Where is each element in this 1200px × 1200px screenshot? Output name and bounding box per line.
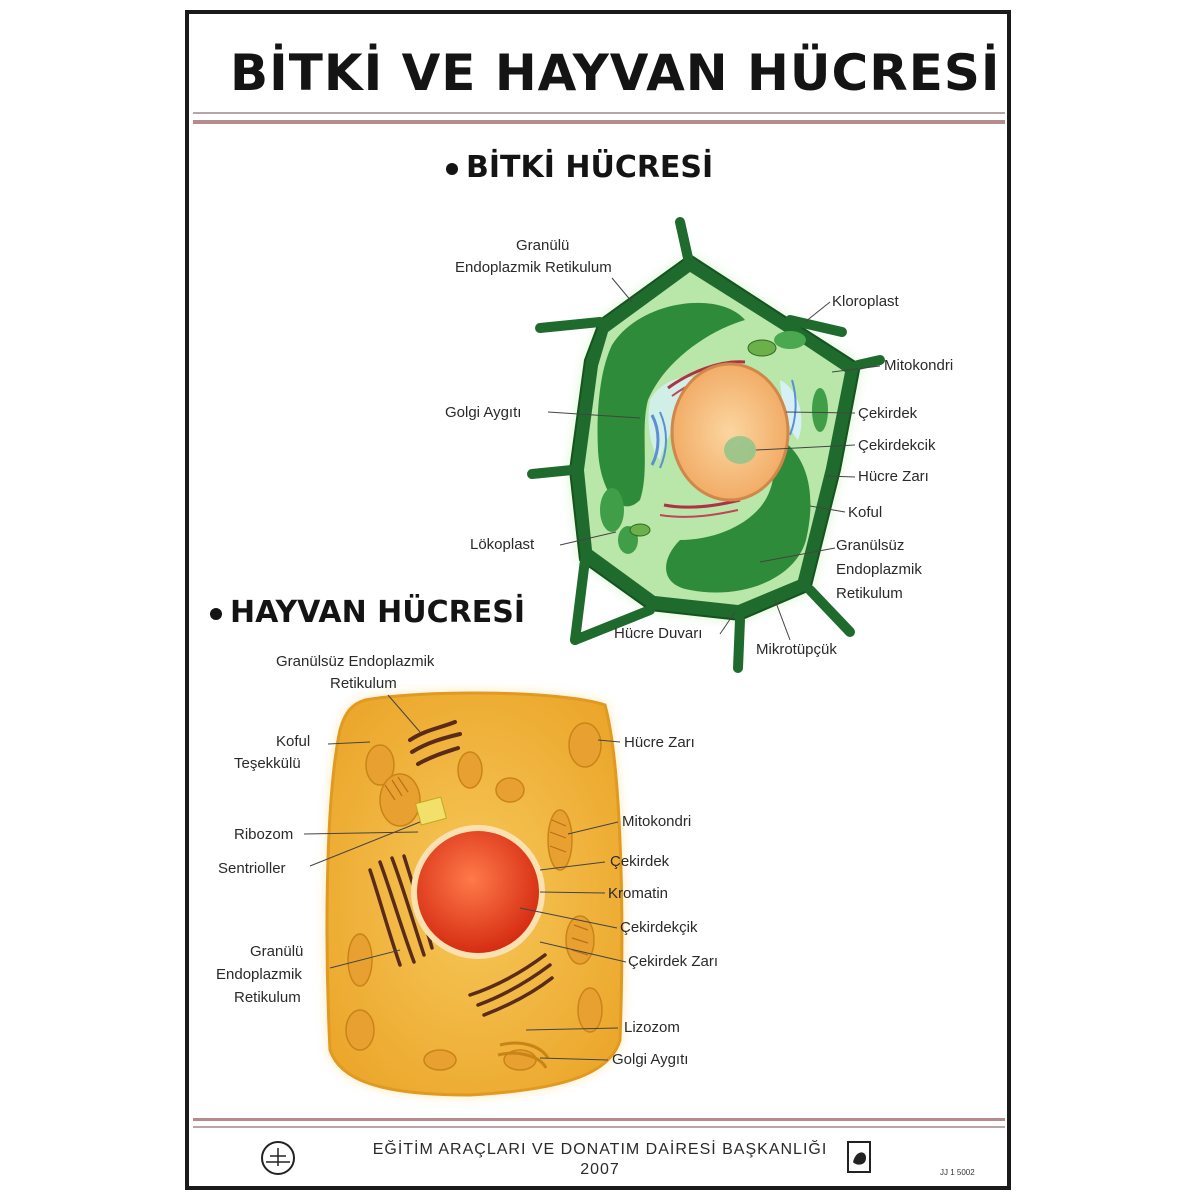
animal-nucleus [414,828,542,956]
label-plant-membrane: Hücre Zarı [858,468,929,485]
plant-cell [532,222,883,668]
plant-nucleolus [724,436,756,464]
animal-cell-heading: HAYVAN HÜCRESİ [210,595,525,630]
label-animal-membrane: Hücre Zarı [624,734,695,751]
label-plant-mitochondria: Mitokondri [884,357,954,374]
label-animal-lysosome: Lizozom [624,1019,680,1036]
footer-year: 2007 [580,1161,620,1178]
label-animal-vacuole-2: Teşekkülü [234,755,301,772]
label-animal-nucleus: Çekirdek [610,853,670,870]
plant-cell-heading: BİTKİ HÜCRESİ [446,150,713,185]
label-smooth-er-2: Endoplazmik [836,561,922,578]
animal-cell [327,693,622,1095]
label-animal-ribosome: Ribozom [234,826,294,843]
label-animal-granular-er-1: Granülü [250,943,304,960]
footer-code: JJ 1 5002 [940,1168,975,1177]
ministry-logo-icon [262,1142,294,1174]
label-animal-granular-er-3: Retikulum [234,989,301,1006]
label-smooth-er-1: Granülsüz [836,537,905,554]
label-animal-chromatin: Kromatin [608,885,669,902]
label-plant-vacuole: Koful [848,504,883,521]
label-animal-smooth-er-2: Retikulum [330,675,397,692]
label-animal-mitochondria: Mitokondri [622,813,692,830]
label-animal-golgi: Golgi Aygıtı [612,1051,689,1068]
label-granular-er-2: Endoplazmik Retikulum [455,259,612,276]
label-microtubule: Mikrotüpçük [756,641,837,658]
label-animal-nuclear-membrane: Çekirdek Zarı [628,953,719,970]
label-granular-er-1: Granülü [516,237,570,254]
label-animal-smooth-er-1: Granülsüz Endoplazmik [276,653,435,670]
label-plant-golgi: Golgi Aygıtı [445,404,522,421]
label-animal-centriole: Sentrioller [218,860,286,877]
label-plant-nucleolus: Çekirdekcik [858,437,936,454]
label-leucoplast: Lökoplast [470,536,535,553]
label-plant-nucleus: Çekirdek [858,405,918,422]
plant-nucleus [672,364,788,500]
footer-organization: EĞİTİM ARAÇLARI VE DONATIM DAİRESİ BAŞKANLIĞI [372,1141,828,1158]
footer [300,1140,900,1180]
label-chloroplast: Kloroplast [832,293,899,310]
label-smooth-er-3: Retikulum [836,585,903,602]
label-animal-granular-er-2: Endoplazmik [216,966,302,983]
label-animal-vacuole-1: Koful [276,733,311,750]
label-cell-wall: Hücre Duvarı [614,625,703,642]
label-animal-nucleolus: Çekirdekçik [620,919,698,936]
poster-title: BİTKİ VE HAYVAN HÜCRESİ [230,44,1001,102]
